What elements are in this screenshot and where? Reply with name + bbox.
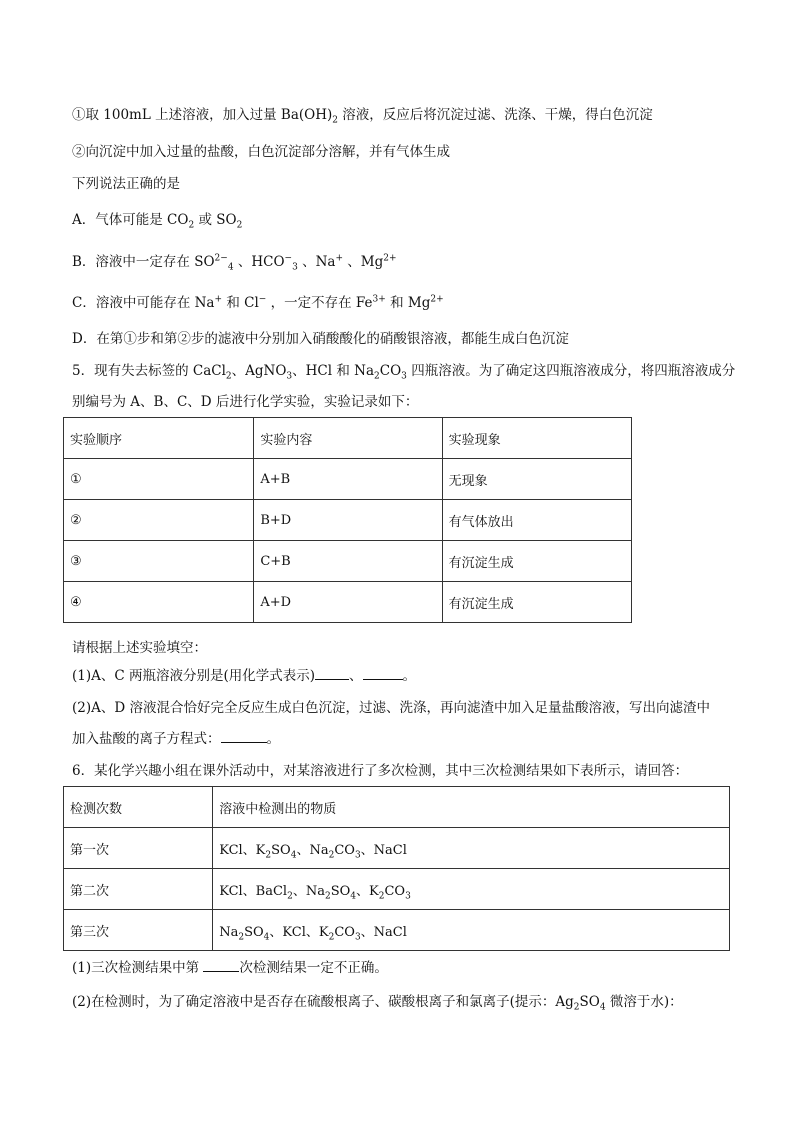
answer-blank[interactable] <box>221 730 267 743</box>
table-row <box>64 541 632 582</box>
table-header-cell: 实验内容 <box>254 418 442 459</box>
table-cell: KCl、$K_2SO_4$、$Na_2CO_3$、NaCl <box>213 828 730 869</box>
answer-blank[interactable] <box>315 667 349 680</box>
table-row <box>64 459 632 500</box>
table-header-cell: 实验现象 <box>442 418 631 459</box>
table-cell: KCl、BaCl$_2$、$Na_2SO_4$、$K_2CO_3$ <box>213 869 730 910</box>
table-row <box>64 500 632 541</box>
question-prompt: 下列说法正确的是 <box>72 176 180 192</box>
table-cell: A+B <box>254 459 442 500</box>
table-row <box>64 582 632 623</box>
fill-in-prompt: 请根据上述实验填空： <box>72 640 207 656</box>
table-header-cell: 溶液中检测出的物质 <box>213 787 730 828</box>
table-header-cell: 实验顺序 <box>64 418 254 459</box>
table-row <box>64 828 730 869</box>
question-5-line-1: 5．现有失去标签的 CaCl$_2$、AgNO$_3$、HCl 和 $Na_2CO_3$ 四瓶溶液。为了确定这四瓶溶液成分，将四瓶溶液成分 <box>72 363 736 382</box>
table-cell: 第一次 <box>64 828 213 869</box>
table-cell: 有气体放出 <box>442 500 631 541</box>
detection-table <box>63 786 730 951</box>
table-cell: 第三次 <box>64 910 213 951</box>
step-2-text: ②向沉淀中加入过量的盐酸，白色沉淀部分溶解，并有气体生成 <box>72 144 450 160</box>
table-header-cell: 检测次数 <box>64 787 213 828</box>
table-row <box>64 910 730 951</box>
table-cell: C+B <box>254 541 442 582</box>
table-cell: 有沉淀生成 <box>442 541 631 582</box>
table-cell: ③ <box>64 541 254 582</box>
table-cell: B+D <box>254 500 442 541</box>
table-header-row <box>64 418 632 459</box>
question-5-part-2-line-1: (2)A、D 溶液混合恰好完全反应生成白色沉淀，过滤、洗涤，再向滤渣中加入足量盐酸溶液，写出向滤渣中 <box>72 700 710 716</box>
table-cell: ② <box>64 500 254 541</box>
table-cell: A+D <box>254 582 442 623</box>
question-6-part-1: (1)三次检测结果中第 次检测结果一定不正确。 <box>72 960 388 976</box>
option-b: B．溶液中一定存在 $SO^{2-}_4$ 、$HCO^-_3$ 、Na+ 、$Mg^{2+}$ <box>72 253 397 273</box>
question-6: 6．某化学兴趣小组在课外活动中，对某溶液进行了多次检测，其中三次检测结果如下表所示，请回答： <box>72 763 689 779</box>
table-row <box>64 869 730 910</box>
answer-blank[interactable] <box>203 959 239 972</box>
question-5-line-2: 别编号为 A、B、C、D 后进行化学实验，实验记录如下： <box>72 394 419 410</box>
table-header-row <box>64 787 730 828</box>
question-5-part-2-line-2: 加入盐酸的离子方程式： 。 <box>72 731 280 747</box>
table-cell: 无现象 <box>442 459 631 500</box>
step-1-text: ①取 100mL 上述溶液，加入过量 $Ba(OH)_2$ 溶液，反应后将沉淀过滤、洗涤、干燥，得白色沉淀 <box>72 107 653 126</box>
experiment-table <box>63 417 632 623</box>
answer-blank[interactable] <box>363 667 403 680</box>
table-cell: 第二次 <box>64 869 213 910</box>
table-cell: ④ <box>64 582 254 623</box>
question-6-part-2: (2)在检测时，为了确定溶液中是否存在硫酸根离子、碳酸根离子和氯离子(提示：$Ag_2SO_4$ 微溶于水)： <box>72 994 683 1013</box>
table-cell: $Na_2SO_4$、KCl、$K_2CO_3$、NaCl <box>213 910 730 951</box>
option-d: D．在第①步和第②步的滤液中分别加入硝酸酸化的硝酸银溶液，都能生成白色沉淀 <box>72 331 569 347</box>
option-c: C．溶液中可能存在 Na+ 和 Cl− ，一定不存在 $Fe^{3+}$ 和 $Mg^{2+}$ <box>72 294 444 311</box>
question-5-part-1: (1)A、C 两瓶溶液分别是(用化学式表示) 、 。 <box>72 668 417 684</box>
table-cell: 有沉淀生成 <box>442 582 631 623</box>
table-cell: ① <box>64 459 254 500</box>
option-a: A．气体可能是 $CO_2$ 或 $SO_2$ <box>72 212 243 231</box>
